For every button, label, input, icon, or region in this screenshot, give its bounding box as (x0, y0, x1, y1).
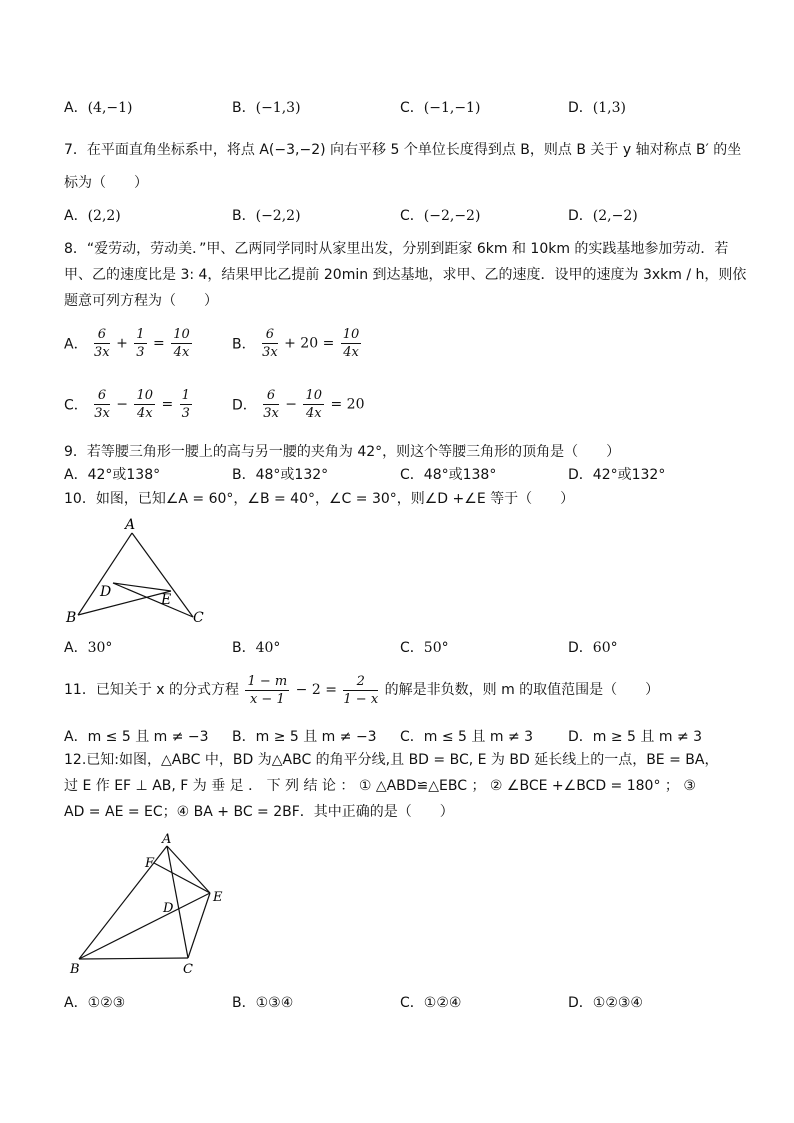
q12-line-fe (154, 863, 210, 893)
q12-label-e: E (213, 890, 223, 905)
q11-option-c[interactable]: C．m ≤ 5 且 m ≠ 3 (400, 729, 534, 745)
q12-line-bc (79, 958, 188, 959)
q7-option-b[interactable]: B．(−2,2) (232, 208, 301, 224)
q8-option-b[interactable]: B． $\frac{6}{3x}$ + 20 = $\frac{10}{4x}$ (232, 327, 360, 360)
q12-label-f: F (145, 856, 155, 871)
q12-option-c[interactable]: C．①②④ (400, 995, 462, 1011)
q10-label-e: E (161, 592, 172, 608)
q12-label-a: A (162, 832, 172, 847)
q10-label-c: C (193, 610, 204, 626)
q10-stem: 10．如图，已知∠A = 60°，∠B = 40°，∠C = 30°，则∠D +∠E 等于（ ） (64, 491, 575, 507)
q9-option-b[interactable]: B．48°或132° (232, 467, 329, 483)
q9-option-a[interactable]: A．42°或138° (64, 467, 161, 483)
q11-option-d[interactable]: D．m ≥ 5 且 m ≠ 3 (568, 729, 703, 745)
q7-stem-line1: 7．在平面直角坐标系中，将点 A(−3,−2) 向右平移 5 个单位长度得到点 B，则点 B 关于 y 轴对称点 B′ 的坐 (64, 142, 742, 158)
q9-stem: 9．若等腰三角形一腰上的高与另一腰的夹角为 42°，则这个等腰三角形的顶角是（ ） (64, 444, 621, 460)
q10-figure (64, 514, 214, 630)
q10-label-b: B (66, 610, 77, 626)
q7-options (64, 205, 740, 227)
q8-stem-line3: 题意可列方程为（ ） (64, 293, 218, 309)
q9-option-c[interactable]: C．48°或138° (400, 467, 497, 483)
q8-option-c[interactable]: C． $\frac{6}{3x}$ − $\frac{10}{4x}$ = $\frac{1}{3}$ (64, 388, 190, 421)
q12-stem-line1: 12.已知:如图，△ABC 中，BD 为△ABC 的角平分线,且 BD = BC, E 为 BD 延长线上的一点，BE = BA， (64, 752, 719, 768)
q8-option-a[interactable]: A． $\frac{6}{3x}$ + $\frac{1}{3}$ = $\frac{10}{4x}$ (64, 327, 190, 360)
q6-option-c[interactable]: C．(−1,−1) (400, 100, 481, 116)
q11-options (64, 726, 740, 748)
q10-option-b[interactable]: B．40° (232, 640, 281, 656)
q10-label-a: A (125, 517, 136, 533)
q12-line-ae (167, 846, 210, 893)
q10-option-d[interactable]: D．60° (568, 640, 618, 656)
q12-label-b: B (70, 962, 80, 977)
q12-line-be (79, 893, 210, 959)
q11-option-b[interactable]: B．m ≥ 5 且 m ≠ −3 (232, 729, 377, 745)
q6-options (64, 97, 740, 119)
q11-option-a[interactable]: A．m ≤ 5 且 m ≠ −3 (64, 729, 209, 745)
q8-option-d[interactable]: D． $\frac{6}{3x}$ − $\frac{10}{4x}$ = 20 (232, 388, 365, 421)
q6-option-a[interactable]: A．(4,−1) (64, 100, 133, 116)
q7-stem-line2: 标为（ ） (64, 175, 148, 191)
q10-options (64, 637, 740, 659)
q12-option-a[interactable]: A．①②③ (64, 995, 126, 1011)
q12-option-b[interactable]: B．①③④ (232, 995, 294, 1011)
q6-option-b[interactable]: B．(−1,3) (232, 100, 301, 116)
q10-label-d: D (100, 584, 112, 600)
q12-label-d: D (163, 901, 174, 916)
q9-option-d[interactable]: D．42°或132° (568, 467, 666, 483)
q7-option-a[interactable]: A．(2,2) (64, 208, 121, 224)
q7-option-d[interactable]: D．(2,−2) (568, 208, 638, 224)
q12-options (64, 992, 740, 1014)
q10-option-a[interactable]: A．30° (64, 640, 113, 656)
q6-option-d[interactable]: D．(1,3) (568, 100, 626, 116)
q9-options (64, 464, 740, 486)
q12-stem-line3: AD = AE = EC；④ BA + BC = 2BF．其中正确的是（ ） (64, 804, 454, 820)
q7-option-c[interactable]: C．(−2,−2) (400, 208, 481, 224)
q12-stem-line2: 过 E 作 EF ⊥ AB, F 为 垂 足 ． 下 列 结 论 ： ① △ABD≌△EBC ； ② ∠BCE +∠BCD = 180° ； ③ (64, 778, 696, 794)
q12-option-d[interactable]: D．①②③④ (568, 995, 643, 1011)
q8-options-ab (64, 326, 740, 366)
q8-stem-line1: 8．“爱劳动，劳动美．”甲、乙两同学同时从家里出发，分别到距家 6km 和 10km 的实践基地参加劳动．若 (64, 241, 729, 257)
q11-stem: 11．已知关于 x 的分式方程 $\frac{1 - m}{x - 1}$ − 2 = $\frac{2}{1 - x}$ 的解是非负数，则 m 的取值范围是（ ） (64, 673, 660, 707)
q8-options-cd (64, 387, 740, 427)
q10-option-c[interactable]: C．50° (400, 640, 449, 656)
q12-figure (64, 830, 244, 980)
q8-stem-line2: 甲、乙的速度比是 3: 4，结果甲比乙提前 20min 到达基地，求甲、乙的速度．设甲的速度为 3xkm / h，则依 (64, 267, 747, 283)
q12-label-c: C (183, 962, 193, 977)
